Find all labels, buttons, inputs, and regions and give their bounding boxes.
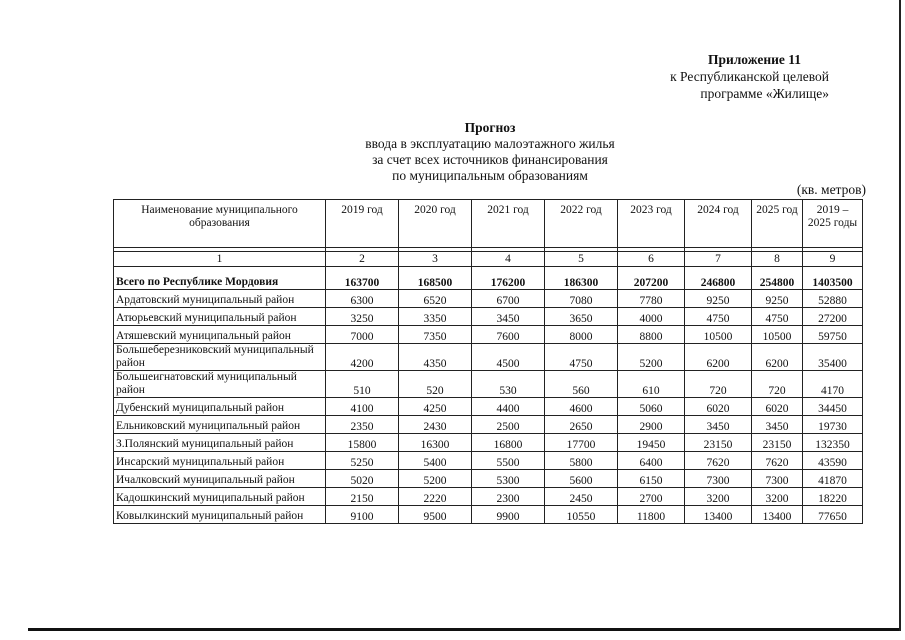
district-value: 27200	[803, 308, 863, 326]
district-value: 7620	[685, 452, 752, 470]
district-value: 3650	[545, 308, 618, 326]
column-number: 2	[326, 252, 399, 267]
table-row	[114, 398, 863, 416]
district-value: 5600	[545, 470, 618, 488]
district-value: 6300	[326, 290, 399, 308]
district-value: 530	[472, 371, 545, 398]
district-value: 7620	[752, 452, 803, 470]
district-value: 7780	[618, 290, 685, 308]
table-row	[114, 326, 863, 344]
district-value: 19450	[618, 434, 685, 452]
heading-line-2: за счет всех источников финансирования	[372, 152, 608, 167]
district-value: 34450	[803, 398, 863, 416]
district-value: 6400	[618, 452, 685, 470]
district-value: 3450	[472, 308, 545, 326]
district-name: Атяшевский муниципальный район	[114, 326, 326, 344]
district-value: 9250	[752, 290, 803, 308]
district-value: 132350	[803, 434, 863, 452]
district-value: 2430	[399, 416, 472, 434]
district-name: Кадошкинский муниципальный район	[114, 488, 326, 506]
district-value: 3250	[326, 308, 399, 326]
column-number: 7	[685, 252, 752, 267]
total-value: 176200	[472, 267, 545, 290]
district-name: Ельниковский муниципальный район	[114, 416, 326, 434]
table-body	[114, 200, 863, 524]
district-value: 6520	[399, 290, 472, 308]
heading-line-3: по муниципальным образованиям	[392, 168, 588, 183]
district-value: 3200	[685, 488, 752, 506]
district-value: 3350	[399, 308, 472, 326]
column-header: 2022 год	[545, 200, 618, 248]
district-name: Ардатовский муниципальный район	[114, 290, 326, 308]
district-value: 9250	[685, 290, 752, 308]
district-value: 4600	[545, 398, 618, 416]
district-value: 5500	[472, 452, 545, 470]
district-value: 4100	[326, 398, 399, 416]
district-value: 4250	[399, 398, 472, 416]
district-value: 13400	[752, 506, 803, 524]
total-value: 186300	[545, 267, 618, 290]
table-row	[114, 452, 863, 470]
table-row	[114, 416, 863, 434]
district-value: 19730	[803, 416, 863, 434]
district-value: 3450	[752, 416, 803, 434]
page-border-right	[899, 0, 901, 631]
district-value: 4750	[545, 344, 618, 371]
district-value: 2500	[472, 416, 545, 434]
district-value: 5250	[326, 452, 399, 470]
table-row	[114, 308, 863, 326]
table-row	[114, 434, 863, 452]
column-header: 2024 год	[685, 200, 752, 248]
district-value: 2350	[326, 416, 399, 434]
district-value: 560	[545, 371, 618, 398]
district-value: 2650	[545, 416, 618, 434]
district-value: 6150	[618, 470, 685, 488]
district-value: 16300	[399, 434, 472, 452]
district-value: 15800	[326, 434, 399, 452]
district-value: 2220	[399, 488, 472, 506]
district-value: 4750	[752, 308, 803, 326]
table-row	[114, 488, 863, 506]
district-value: 3200	[752, 488, 803, 506]
district-value: 77650	[803, 506, 863, 524]
district-value: 4400	[472, 398, 545, 416]
district-value: 59750	[803, 326, 863, 344]
table-header-row	[114, 200, 863, 248]
district-value: 2700	[618, 488, 685, 506]
column-header: 2025 год	[752, 200, 803, 248]
district-value: 5800	[545, 452, 618, 470]
district-value: 5060	[618, 398, 685, 416]
district-name: Инсарский муниципальный район	[114, 452, 326, 470]
total-value: 246800	[685, 267, 752, 290]
district-value: 3450	[685, 416, 752, 434]
district-value: 6020	[752, 398, 803, 416]
district-value: 5200	[618, 344, 685, 371]
district-name: Атюрьевский муниципальный район	[114, 308, 326, 326]
column-number: 3	[399, 252, 472, 267]
units-label: (кв. метров)	[796, 182, 866, 197]
column-number: 6	[618, 252, 685, 267]
district-value: 8800	[618, 326, 685, 344]
district-value: 8000	[545, 326, 618, 344]
district-value: 7600	[472, 326, 545, 344]
district-value: 7300	[752, 470, 803, 488]
column-header: 2019 год	[326, 200, 399, 248]
total-name: Всего по Республике Мордовия	[114, 267, 326, 290]
district-value: 6700	[472, 290, 545, 308]
district-value: 4170	[803, 371, 863, 398]
district-value: 23150	[685, 434, 752, 452]
district-value: 5400	[399, 452, 472, 470]
table-row	[114, 290, 863, 308]
column-header: 2023 год	[618, 200, 685, 248]
district-value: 5020	[326, 470, 399, 488]
total-value: 207200	[618, 267, 685, 290]
district-value: 2450	[545, 488, 618, 506]
district-value: 4000	[618, 308, 685, 326]
district-value: 2150	[326, 488, 399, 506]
district-value: 10500	[685, 326, 752, 344]
column-number: 8	[752, 252, 803, 267]
district-value: 610	[618, 371, 685, 398]
document-heading	[300, 120, 680, 184]
forecast-table	[113, 199, 863, 524]
column-header: 2019 – 2025 годы	[803, 200, 863, 248]
district-value: 10500	[752, 326, 803, 344]
column-header: 2021 год	[472, 200, 545, 248]
page-border-bottom	[28, 628, 901, 631]
district-value: 4200	[326, 344, 399, 371]
district-name: Ичалковский муниципальный район	[114, 470, 326, 488]
total-value: 254800	[752, 267, 803, 290]
district-name: Большеберезниковский муниципальный район	[114, 344, 326, 371]
district-value: 6200	[752, 344, 803, 371]
table-row	[114, 506, 863, 524]
district-value: 510	[326, 371, 399, 398]
district-value: 52880	[803, 290, 863, 308]
district-value: 18220	[803, 488, 863, 506]
district-value: 43590	[803, 452, 863, 470]
table-row	[114, 344, 863, 371]
district-value: 9500	[399, 506, 472, 524]
district-value: 23150	[752, 434, 803, 452]
district-value: 6200	[685, 344, 752, 371]
column-number: 9	[803, 252, 863, 267]
heading-line-1: ввода в эксплуатацию малоэтажного жилья	[365, 136, 615, 151]
district-value: 6020	[685, 398, 752, 416]
district-name: Ковылкинский муниципальный район	[114, 506, 326, 524]
district-value: 17700	[545, 434, 618, 452]
total-value: 1403500	[803, 267, 863, 290]
column-number-row	[114, 252, 863, 267]
column-number: 1	[114, 252, 326, 267]
district-value: 10550	[545, 506, 618, 524]
column-header: 2020 год	[399, 200, 472, 248]
district-value: 11800	[618, 506, 685, 524]
total-value: 163700	[326, 267, 399, 290]
column-number: 5	[545, 252, 618, 267]
district-value: 7000	[326, 326, 399, 344]
appendix-title: Приложение 11	[707, 52, 801, 67]
district-value: 4350	[399, 344, 472, 371]
district-name: Дубенский муниципальный район	[114, 398, 326, 416]
document-title: Прогноз	[464, 120, 516, 135]
table-row	[114, 371, 863, 398]
column-header: Наименование муниципального образования	[114, 200, 326, 248]
district-value: 2900	[618, 416, 685, 434]
district-value: 5200	[399, 470, 472, 488]
district-value: 16800	[472, 434, 545, 452]
total-value: 168500	[399, 267, 472, 290]
district-value: 7300	[685, 470, 752, 488]
district-value: 7350	[399, 326, 472, 344]
column-number: 4	[472, 252, 545, 267]
district-value: 9900	[472, 506, 545, 524]
appendix-line-2: программе «Жилище»	[700, 86, 829, 101]
district-value: 4750	[685, 308, 752, 326]
district-value: 5300	[472, 470, 545, 488]
district-value: 2300	[472, 488, 545, 506]
table-row	[114, 470, 863, 488]
district-value: 35400	[803, 344, 863, 371]
district-value: 13400	[685, 506, 752, 524]
district-value: 7080	[545, 290, 618, 308]
appendix-block	[569, 51, 829, 102]
district-value: 9100	[326, 506, 399, 524]
district-value: 720	[752, 371, 803, 398]
district-value: 720	[685, 371, 752, 398]
district-name: Большеигнатовский муниципальный район	[114, 371, 326, 398]
district-value: 4500	[472, 344, 545, 371]
appendix-line-1: к Республиканской целевой	[670, 69, 829, 84]
total-row	[114, 267, 863, 290]
district-value: 520	[399, 371, 472, 398]
district-name: З.Полянский муниципальный район	[114, 434, 326, 452]
district-value: 41870	[803, 470, 863, 488]
